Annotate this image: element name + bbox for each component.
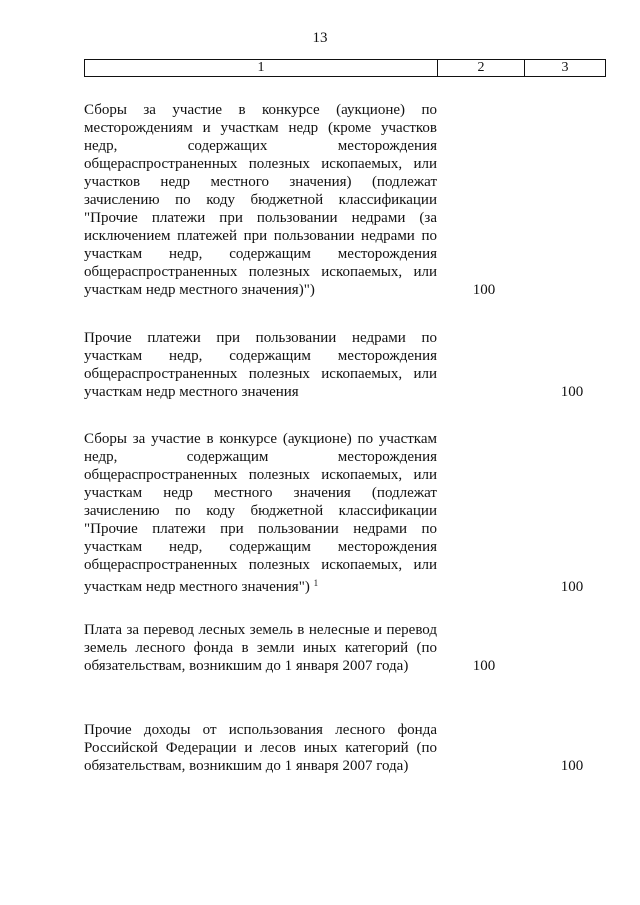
row-description: Прочие платежи при пользовании недрами по участкам недр, содержащим месторождения общераспространенных полезных ископаемых, или участкам недр местного значения: [84, 330, 437, 400]
header-col-2: 2: [438, 60, 525, 76]
row-description: [84, 430, 437, 596]
row-value-col2: 100: [472, 282, 496, 298]
table-row: [84, 430, 606, 596]
header-col-3: 3: [561, 60, 569, 75]
row-value-col3: 100: [560, 758, 584, 774]
row-value-col3: 100: [560, 579, 584, 595]
table-row: [84, 721, 606, 775]
row-value-col2: 100: [472, 658, 496, 674]
row-description: Сборы за участие в конкурсе (аукционе) по месторождениям и участкам недр (кроме участков недр, содержащих месторождения общераспространенных полезных ископаемых, или участков недр местного значения) (подлежат зачислению по коду бюджетной классификации "Прочие платежи при пользовании недрами (за исключением платежей при пользовании недрами по участкам недр, содержащим месторождения общераспространенных полезных ископаемых, или участкам недр местного значения)"): [84, 102, 437, 298]
header-col-1: 1: [85, 60, 438, 76]
table-header: [84, 59, 606, 77]
row-description: Плата за перевод лесных земель в нелесные и перевод земель лесного фонда в земли иных категорий (по обязательствам, возникшим до 1 января 2007 года): [84, 622, 437, 674]
page-number: 13: [312, 30, 328, 46]
row-description-text: Сборы за участие в конкурсе (аукционе) по участкам недр, содержащим месторождения общераспространенных полезных ископаемых, или участкам недр местного значения (подлежат зачислению по коду бюджетной классификации "Прочие платежи при пользовании недрами по участкам недр, содержащим месторождения общераспространенных полезных ископаемых, или участкам недр местного значения"): [84, 431, 437, 595]
row-value-col3: 100: [560, 384, 584, 400]
footnote-marker: 1: [313, 578, 319, 588]
row-description: Прочие доходы от использования лесного фонда Российской Федерации и лесов иных категорий (по обязательствам, возникшим до 1 января 2007 года): [84, 722, 437, 774]
table-row: [84, 329, 606, 401]
table-row: [84, 101, 606, 299]
table-row: [84, 621, 606, 675]
